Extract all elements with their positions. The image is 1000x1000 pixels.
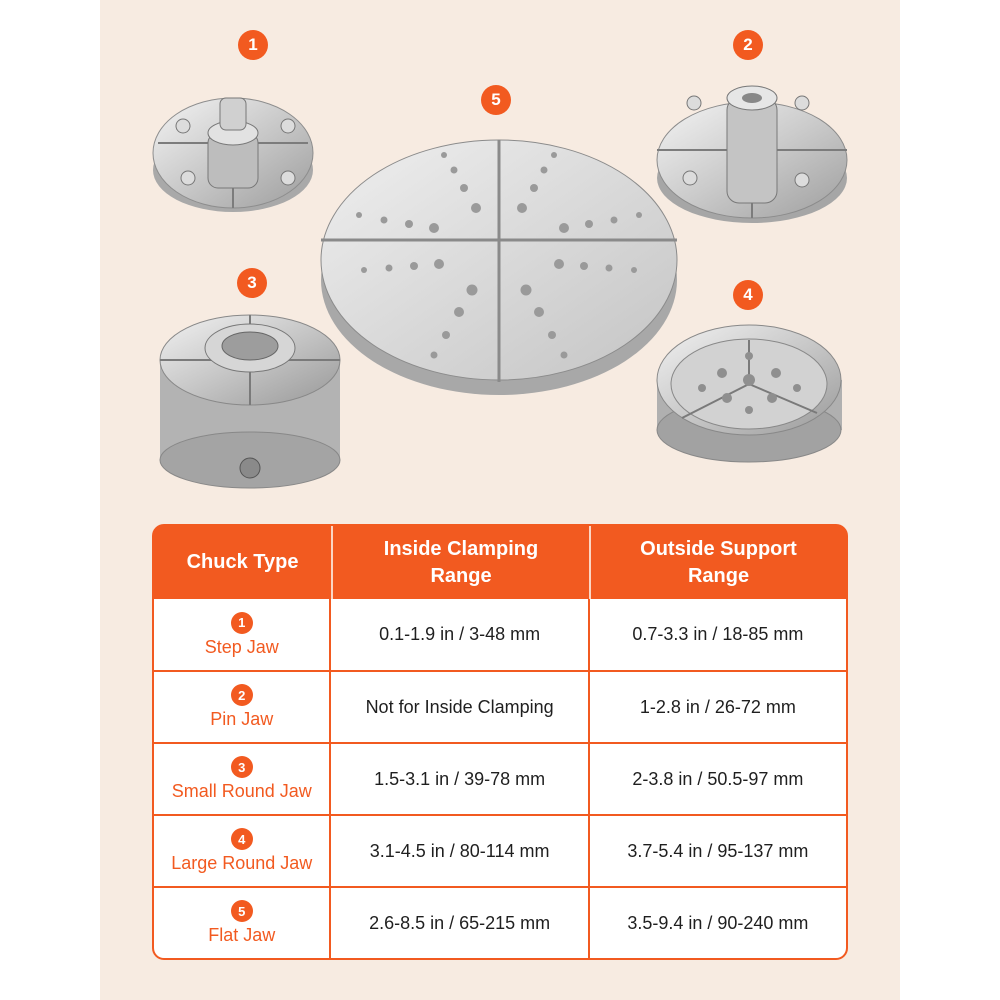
- small-round-jaw-photo: [155, 300, 345, 490]
- table-row: [154, 744, 846, 814]
- row-number-badge: 3: [231, 756, 253, 778]
- chuck-type-label: Pin Jaw: [210, 709, 274, 729]
- row-number-badge: 5: [231, 900, 253, 922]
- inside-range-cell: Not for Inside Clamping: [331, 672, 587, 742]
- row-number-badge: 1: [231, 612, 253, 634]
- chuck-type-cell: [154, 888, 329, 958]
- outside-range-cell: 1-2.8 in / 26-72 mm: [590, 672, 846, 742]
- table-row: [154, 672, 846, 742]
- outside-range-cell: 2-3.8 in / 50.5-97 mm: [590, 744, 846, 814]
- header-inside-clamping: Inside Clamping Range: [331, 526, 589, 599]
- badge-1: 1: [238, 30, 268, 60]
- outside-range-cell: 3.7-5.4 in / 95-137 mm: [590, 816, 846, 886]
- outside-range-cell: 3.5-9.4 in / 90-240 mm: [590, 888, 846, 958]
- row-number-badge: 4: [231, 828, 253, 850]
- chuck-type-cell: [154, 599, 329, 670]
- chuck-type-cell: [154, 816, 329, 886]
- inside-range-cell: 2.6-8.5 in / 65-215 mm: [331, 888, 587, 958]
- inside-range-cell: 3.1-4.5 in / 80-114 mm: [331, 816, 587, 886]
- large-round-jaw-photo: [652, 318, 847, 468]
- inside-range-cell: 1.5-3.1 in / 39-78 mm: [331, 744, 587, 814]
- outside-range-cell: 0.7-3.3 in / 18-85 mm: [590, 599, 846, 670]
- flat-jaw-photo: [314, 120, 684, 400]
- chuck-type-label: Flat Jaw: [208, 925, 276, 945]
- chuck-range-table: [152, 524, 848, 960]
- badge-2: 2: [733, 30, 763, 60]
- step-jaw-photo: [148, 58, 318, 218]
- pin-jaw-photo: [652, 68, 852, 228]
- header-chuck-type: Chuck Type: [186, 551, 299, 573]
- chuck-type-cell: [154, 744, 329, 814]
- table-row: [154, 816, 846, 886]
- table-row: [154, 888, 846, 958]
- inside-range-cell: 0.1-1.9 in / 3-48 mm: [331, 599, 587, 670]
- badge-5: 5: [481, 85, 511, 115]
- chuck-type-label: Small Round Jaw: [171, 781, 312, 801]
- row-number-badge: 2: [231, 684, 253, 706]
- chuck-type-label: Step Jaw: [204, 636, 279, 657]
- chuck-type-cell: [154, 672, 329, 742]
- header-outside-support: Outside Support Range: [589, 526, 846, 599]
- table-row: [154, 599, 846, 670]
- badge-4: 4: [733, 280, 763, 310]
- table-header: [154, 526, 846, 599]
- badge-3: 3: [237, 268, 267, 298]
- table-body: [154, 599, 846, 958]
- chuck-type-label: Large Round Jaw: [171, 853, 313, 873]
